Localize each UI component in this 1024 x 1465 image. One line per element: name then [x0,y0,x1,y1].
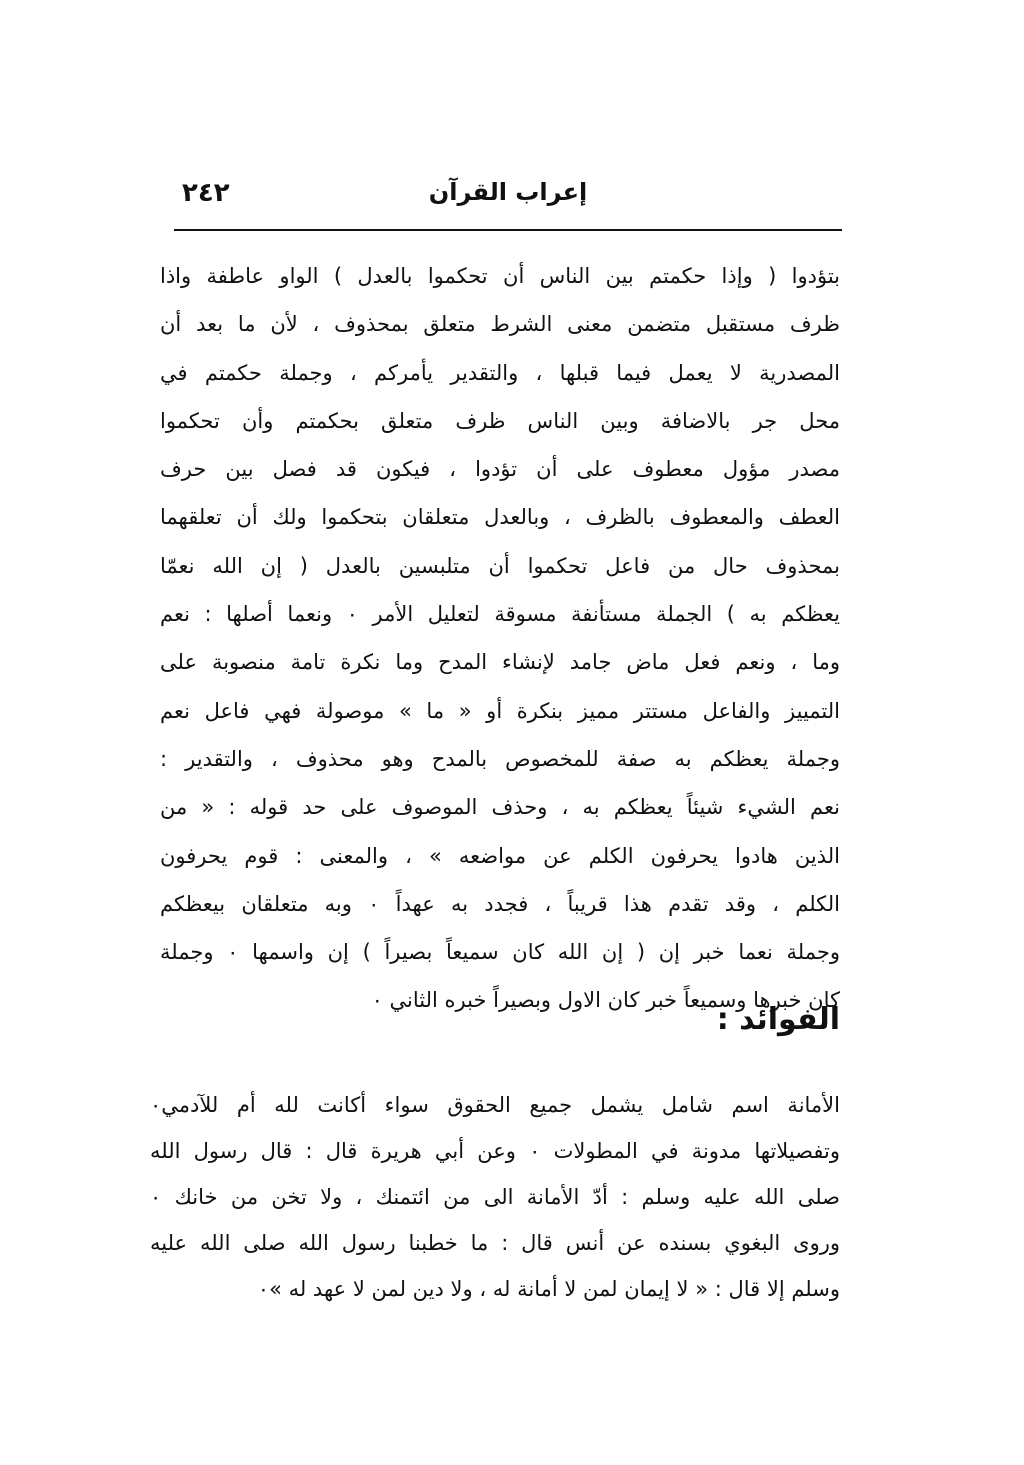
running-header [174,176,842,216]
body-line: نعم الشيء شيئاً يعظكم به ، وحذف الموصوف على حد قوله : « من [160,795,840,820]
section-heading: الفوائد : [716,1002,840,1037]
body-line: بمحذوف حال من فاعل تحكموا أن متلبسين بالعدل ( إن الله نعمّا [160,553,840,578]
body-line: المصدرية لا يعمل فيما قبلها ، والتقدير يأمركم ، وجملة حكمتم في [160,360,840,385]
notes-paragraph [150,1082,840,1312]
body-line: ظرف مستقبل متضمن معنى الشرط متعلق بمحذوف ، لأن ما بعد أن [160,312,840,337]
notes-line: وروى البغوي بسنده عن أنس قال : ما خطبنا رسول الله صلى الله عليه [150,1231,840,1255]
notes-line: الأمانة اسم شامل يشمل جميع الحقوق سواء أكانت لله أم للآدمي٠ [150,1093,840,1117]
notes-line: وتفصيلاتها مدونة في المطولات ٠ وعن أبي هريرة قال : قال رسول الله [150,1139,840,1163]
page-number: ٢٤٢ [182,178,230,208]
notes-line: وسلم إلا قال : « لا إيمان لمن لا أمانة له ، ولا دين لمن لا عهد له »٠ [257,1277,840,1301]
body-line: بتؤدوا ( وإذا حكمتم بين الناس أن تحكموا بالعدل ) الواو عاطفة واذا [160,264,840,288]
body-line: كان خبرها وسميعاً خبر كان الاول وبصيراً خبره الثاني ٠ [371,988,840,1013]
body-line: وما ، ونعم فعل ماض جامد لإنشاء المدح وما نكرة تامة منصوبة على [160,650,840,675]
body-line: العطف والمعطوف بالظرف ، وبالعدل متعلقان بتحكموا ولك أن تعلقهما [160,505,840,530]
body-line: يعظكم به ) الجملة مستأنفة مسوقة لتعليل الأمر ٠ ونعما أصلها : نعم [160,602,840,627]
body-paragraph [160,252,840,1025]
body-line: وجملة يعظكم به صفة للمخصوص بالمدح وهو محذوف ، والتقدير : [160,746,840,771]
body-line: مصدر مؤول معطوف على أن تؤدوا ، فيكون قد فصل بين حرف [160,457,840,482]
body-line: وجملة نعما خبر إن ( إن الله كان سميعاً بصيراً ) إن واسمها ٠ وجملة [160,940,840,965]
book-title: إعراب القرآن [428,178,588,206]
notes-line: صلى الله عليه وسلم : أدّ الأمانة الى من ائتمنك ، ولا تخن من خانك ٠ [150,1185,840,1209]
body-line: التمييز والفاعل مستتر مميز بنكرة أو « ما » موصولة فهي فاعل نعم [160,698,840,723]
body-line: الكلم ، وقد تقدم هذا قريباً ، فجدد به عهداً ٠ وبه متعلقان بيعظكم [160,891,840,916]
body-line: الذين هادوا يحرفون الكلم عن مواضعه » ، والمعنى : قوم يحرفون [160,843,840,868]
header-divider [174,229,842,231]
body-line: محل جر بالاضافة وبين الناس ظرف متعلق بحكمتم وأن تحكموا [160,408,840,433]
